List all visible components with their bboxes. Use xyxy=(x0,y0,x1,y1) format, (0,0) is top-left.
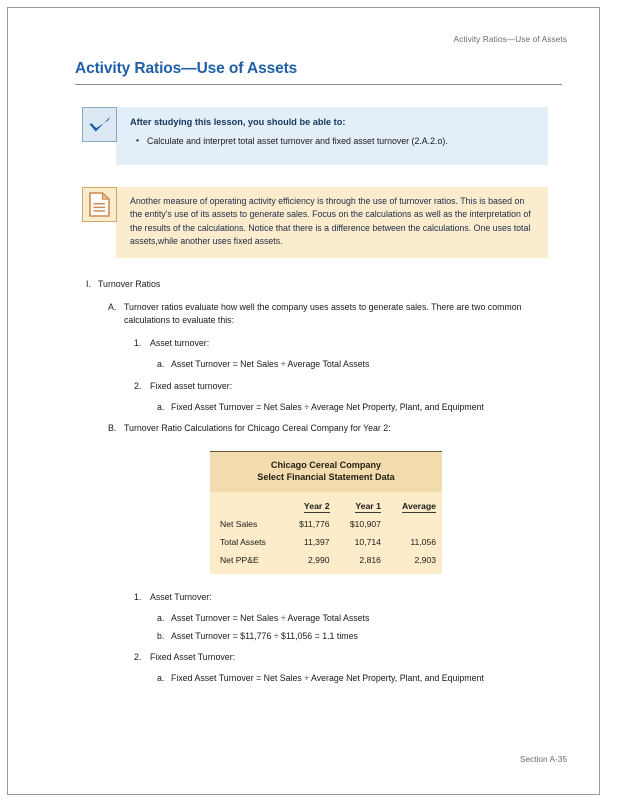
outline-text: Fixed Asset Turnover = Net Sales ÷ Average Net Property, Plant, and Equipment xyxy=(171,401,484,412)
outline-text: Fixed asset turnover: xyxy=(150,380,233,391)
cell-total-assets-average: 11,056 xyxy=(410,536,436,547)
table-title-line1: Chicago Cereal Company xyxy=(270,460,382,470)
outline-marker: a. xyxy=(157,673,165,684)
outline-section-top xyxy=(86,278,556,446)
note-content xyxy=(116,187,548,258)
learning-objective-content xyxy=(116,107,548,165)
outline-marker: 2. xyxy=(134,651,142,662)
column-header-year1 xyxy=(336,492,387,515)
outline-marker: 1. xyxy=(134,337,142,348)
table-title-cell xyxy=(210,452,442,492)
outline-item-2a xyxy=(157,401,556,413)
outline-item-calc-1 xyxy=(134,591,556,603)
cell-net-ppe-average: 2,903 xyxy=(414,554,436,565)
outline-text: Asset Turnover = Net Sales ÷ Average Total Assets xyxy=(171,613,370,624)
outline-text: Fixed Asset Turnover: xyxy=(150,651,236,662)
outline-text: Turnover Ratios xyxy=(98,279,161,289)
outline-text: Fixed Asset Turnover = Net Sales ÷ Average Net Property, Plant, and Equipment xyxy=(171,673,484,684)
checkmark-icon xyxy=(82,107,117,142)
outline-marker: B. xyxy=(108,423,117,434)
outline-marker: A. xyxy=(108,302,117,313)
cell-net-sales-year2: $11,776 xyxy=(299,518,330,529)
outline-marker: 2. xyxy=(134,380,142,391)
page-footer: Section A-35 xyxy=(519,754,567,764)
cell-total-assets-year2: 11,397 xyxy=(303,536,330,547)
column-header-average-label: Average xyxy=(402,500,436,511)
outline-text: Asset Turnover: xyxy=(150,592,212,602)
row-label-net-ppe: Net PP&E xyxy=(220,554,259,565)
outline-marker: a. xyxy=(157,613,165,624)
table-title-row xyxy=(210,452,442,492)
outline-marker: b. xyxy=(157,630,165,641)
table-title-line2: Select Financial Statement Data xyxy=(257,472,395,483)
financial-table-container xyxy=(210,451,442,574)
column-header-year2 xyxy=(285,492,336,515)
column-header-average xyxy=(387,492,442,515)
document-icon xyxy=(82,187,117,222)
objective-bullet-list xyxy=(130,136,536,148)
outline-item-calc-1a xyxy=(157,612,556,624)
list-item: • Calculate and interpret total asset turnover and fixed asset turnover (2.A.2.o). xyxy=(147,136,536,148)
objective-heading: After studying this lesson, you should be able to: xyxy=(130,117,346,127)
outline-marker: 1. xyxy=(134,592,142,602)
outline-section-bottom xyxy=(86,591,556,694)
outline-marker: a. xyxy=(157,359,165,370)
outline-text: Asset turnover: xyxy=(150,337,210,348)
financial-data-table xyxy=(210,451,442,574)
outline-text: Turnover Ratio Calculations for Chicago Cereal Company for Year 2: xyxy=(124,423,391,434)
outline-text: Asset Turnover = $11,776 ÷ $11,056 = 1.1 times xyxy=(171,630,358,641)
outline-text: Asset Turnover = Net Sales ÷ Average Total Assets xyxy=(171,359,370,370)
outline-item-I xyxy=(86,278,556,290)
row-label-total-assets: Total Assets xyxy=(220,536,266,547)
column-header-year2-label: Year 2 xyxy=(303,500,330,511)
cell-net-ppe-year1: 2,816 xyxy=(359,554,381,565)
table-row xyxy=(210,515,442,533)
table-row xyxy=(210,533,442,551)
outline-item-1 xyxy=(134,337,556,349)
note-text: Another measure of operating activity efficiency is through the use of turnover ratios. This is based on the entity's use of its assets to generate sales. Focus on the calculations as well as the interpretation of the results of the calculations. Notice that there is a difference between the calculations. One uses total assets,while another uses fixed assets. xyxy=(130,196,531,247)
column-header-year1-label: Year 1 xyxy=(355,500,381,511)
running-header: Activity Ratios—Use of Assets xyxy=(453,34,567,44)
row-label-net-sales: Net Sales xyxy=(220,518,258,529)
outline-item-calc-1b xyxy=(157,630,556,642)
outline-marker: I. xyxy=(86,279,91,289)
outline-item-calc-2a xyxy=(157,672,556,684)
page-title: Activity Ratios—Use of Assets xyxy=(75,60,562,85)
outline-item-1a xyxy=(157,358,556,370)
table-header-row xyxy=(210,492,442,515)
outline-text: Turnover ratios evaluate how well the company uses assets to generate sales. There are two common calculations to evaluate this: xyxy=(124,302,522,325)
outline-item-2 xyxy=(134,380,556,392)
learning-objective-box xyxy=(82,107,548,165)
cell-total-assets-year1: 10,714 xyxy=(354,536,381,547)
outline-marker: a. xyxy=(157,401,165,412)
column-header-blank xyxy=(210,492,285,515)
cell-net-sales-average xyxy=(387,515,442,533)
outline-item-calc-2 xyxy=(134,651,556,663)
document-page xyxy=(7,7,600,795)
outline-item-A xyxy=(108,301,556,326)
outline-item-B xyxy=(108,422,556,434)
table-row xyxy=(210,551,442,574)
page-title-container xyxy=(75,60,562,85)
note-box xyxy=(82,187,548,258)
cell-net-ppe-year2: 2,990 xyxy=(308,554,330,565)
cell-net-sales-year1: $10,907 xyxy=(349,518,381,529)
